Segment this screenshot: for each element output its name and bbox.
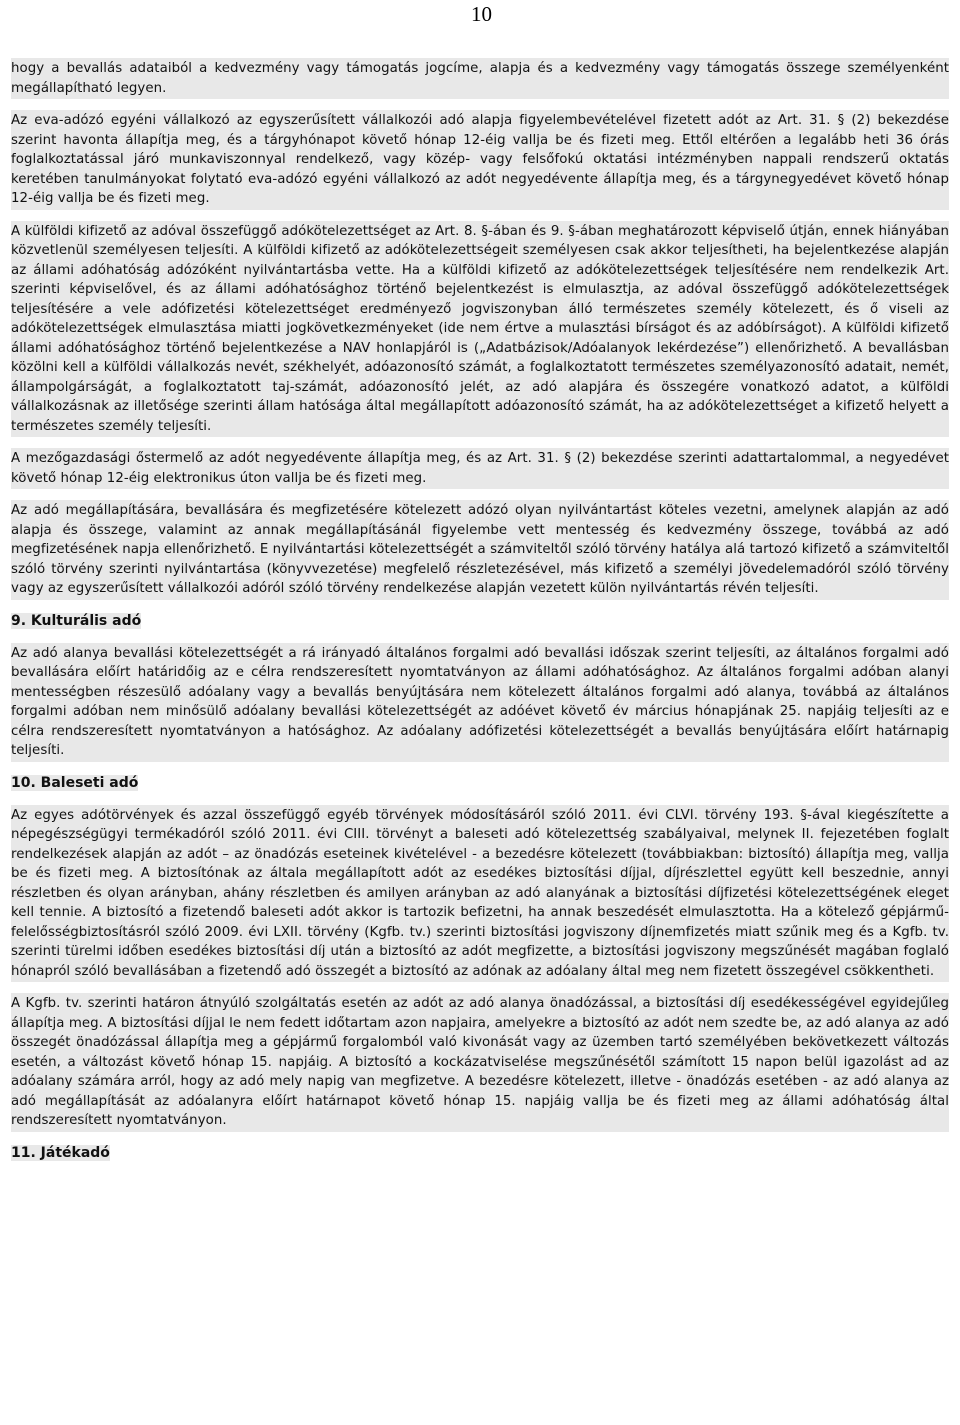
paragraph-kedvezmeny: hogy a bevallás adataiból a kedvezmény vagy támogatás jogcíme, alapja és a kedvezmény vagy támogatás összege személyenként megállapítható legyen. — [11, 58, 949, 99]
paragraph-kulturalis-ado: Az adó alanya bevallási kötelezettségét a rá irányadó általános forgalmi adó bevallási időszak szerint teljesíti, az általános forgalmi adó bevallására előírt határidőig az e célra rendszeresített nyomtatványon az állami adóhatósághoz. Az általános forgalmi adóban alanyi mentességben részesülő adóalany vagy a bevallás benyújtására nem kötelezett általános forgalmi adó alanya, továbbá az általános forgalmi adóban nem minősülő adóalany bevallási kötelezettségét az adóévet követő év március hónapjának 25. napjáig teljesíti az e célra rendszeresített nyomtatványon a hatósághoz. Az adóalany adófizetési kötelezettségét a bevallás benyújtására előírt határnapig teljesíti. — [11, 643, 949, 762]
paragraph-eva-adozo: Az eva-adózó egyéni vállalkozó az egyszerűsített vállalkozói adó alapja figyelembevételével fizetett adót az Art. 31. § (2) bekezdése szerint havonta állapítja meg, és a tárgyhónapot követő hónap 12-éig vallja be és fizeti meg. Ettől eltérően a legalább heti 36 órás foglalkoztatással járó munkaviszonnyal rendelkező, vagy közép- vagy felsőfokú oktatási intézményben nappali rendszerű oktatás keretében tanulmányokat folytató eva-adózó egyéni vállalkozó az adót negyedévente állapítja meg, és a tárgynegyedévet követő hónap 12-éig vallja be és fizeti meg. — [11, 110, 949, 210]
page-number: 10 — [471, 2, 492, 26]
section-heading-baleseti-ado — [11, 773, 949, 793]
section-heading-jatekado — [11, 1143, 949, 1163]
paragraph-mezogazdasagi-ostermelo: A mezőgazdasági őstermelő az adót negyedévente állapítja meg, és az Art. 31. § (2) bekezdése szerinti adattartalommal, a negyedévet követő hónap 12-éig elektronikus úton vallja be és fizeti meg. — [11, 448, 949, 489]
paragraph-kulfoldi-kifizeto: A külföldi kifizető az adóval összefüggő adókötelezettséget az Art. 8. §-ában és 9. §-ában meghatározott képviselő útján, ennek hiányában közvetlenül személyesen teljesíti. A külföldi kifizető az adókötelezettségeit személyesen csak akkor teljesítheti, ha bejelentkezése alapján az állami adóhatóság adózóként nyilvántartásba vette. Ha a külföldi kifizető az adókötelezettségek teljesítésére nem rendelkezik Art. szerinti képviselővel, és az állami adóhatósághoz történő bejelentkezést is elmulasztja, az adóval összefüggő adókötelezettségek teljesítésére a vele adófizetési kötelezettséget eredményező jogviszonyban álló természetes személy kötelezett, és ő viseli az adókötelezettségek elmulasztása miatti jogkövetkezményeket (ide nem értve a mulasztási bírságot és az adóbírságot). A külföldi kifizető állami adóhatósághoz történő bejelentkezése a NAV honlapjáról is („Adatbázisok/Adóalanyok lekérdezése”) ellenőrizhető. A bevallásban közölni kell a külföldi vállalkozás nevét, székhelyét, adóazonosító számát, a foglalkoztatott természetes személyazonosító adatait, nemét, állampolgárságát, a foglalkoztatott taj-számát, adóazonosító jelét, az adó alapjára és összegére vonatkozó adatot, a külföldi vállalkozásnak az illetősége szerinti állam hatósága által megállapított adóazonosító számát, ha az adókötelezettséget a kifizető helyett a természetes személy teljesíti. — [11, 221, 949, 438]
section-heading-kulturalis-ado — [11, 611, 949, 631]
section-heading-kulturalis-ado-text: 9. Kulturális adó — [11, 612, 142, 629]
paragraph-baleseti-ado: Az egyes adótörvények és azzal összefüggő egyéb törvények módosításáról szóló 2011. évi CLVI. törvény 193. §-ával kiegészítette a népegészségügyi termékadóról szóló 2011. évi CIII. törvényt a baleseti adó kötelezettség szabályaival, melynek II. fejezetében foglalt rendelkezések alapján az adót – az önadózás eseteinek kivételével - a bezedésre kötelezett (továbbiakban: biztosító) állapítja meg, vallja be és fizeti meg. A biztosítónak az általa megállapított adót az esedékes biztosítási díjjal, díjrészlettel együtt kell beszednie, annyi részletben és olyan arányban, ahány részletben és amilyen arányban az adó alanyának a biztosítási díjfizetési kötelezettségének eleget kell tennie. A biztosító a fizetendő baleseti adót akkor is tartozik befizetni, ha annak beszedését elmulasztotta. Ha a kötelező gépjármű-felelősségbiztosításról szóló 2009. évi LXII. törvény (Kgfb. tv.) szerinti biztosítási jogviszony díjnemfizetés miatt szűnik meg és a Kgfb. tv. szerinti türelmi időben esedékes biztosítási díj után a biztosító az adót megfizette, a biztosítási jogviszony megszűnését magában foglaló hónapról szóló bevallásában a fizetendő adó összegét a biztosító az adónak az adóalany által meg nem fizetett összegével csökkentheti. — [11, 805, 949, 983]
paragraph-hataron-atnyulo: A Kgfb. tv. szerinti határon átnyúló szolgáltatás esetén az adót az adó alanya önadózással, a biztosítási díj esedékességével egyidejűleg állapítja meg. A biztosítási díjjal le nem fedett időtartam azon napjaira, amelyekre a biztosító az adót nem szedte be, az adó alanya az adó összegét önadózással állapítja meg a gépjármű forgalomból való kivonását vagy az üzemben tartó személyében bekövetkezett változás esetén, a változást követő hónap 15. napjáig. A biztosító a kockázatviselése megszűnésétől számított 15 napon belül igazolást ad az adóalany számára arról, hogy az adó mely napig van megfizetve. A bezedésre kötelezett, illetve - önadózás esetében - az adó alanya az adó megállapítását az adóalanyra előírt határnapot követő hónap 15. napjáig vallja be és fizeti meg az állami adóhatóság által rendszeresített nyomtatványon. — [11, 993, 949, 1132]
section-heading-jatekado-text: 11. Játékadó — [11, 1144, 110, 1161]
section-heading-baleseti-ado-text: 10. Baleseti adó — [11, 774, 139, 791]
paragraph-nyilvantartas: Az adó megállapítására, bevallására és megfizetésére kötelezett adózó olyan nyilvántartást köteles vezetni, amelynek alapján az adó alapja és összege, valamint az annak megállapításánál figyelembe vett mentesség és kedvezmény összege, továbbá az adó megfizetésének napja ellenőrizhető. E nyilvántartási kötelezettségét a számviteltől szóló törvény hatálya alá tartozó kifizető a számviteltől szóló törvény szerinti nyilvántartása (könyvvezetése) megfelelő részletezésével, más kifizető a személyi jövedelemadóról szóló törvény vagy az egyszerűsített vállalkozói adóról szóló törvény rendelkezése alapján vezetett külön nyilvántartás révén teljesíti. — [11, 500, 949, 600]
document-body — [11, 58, 949, 1175]
